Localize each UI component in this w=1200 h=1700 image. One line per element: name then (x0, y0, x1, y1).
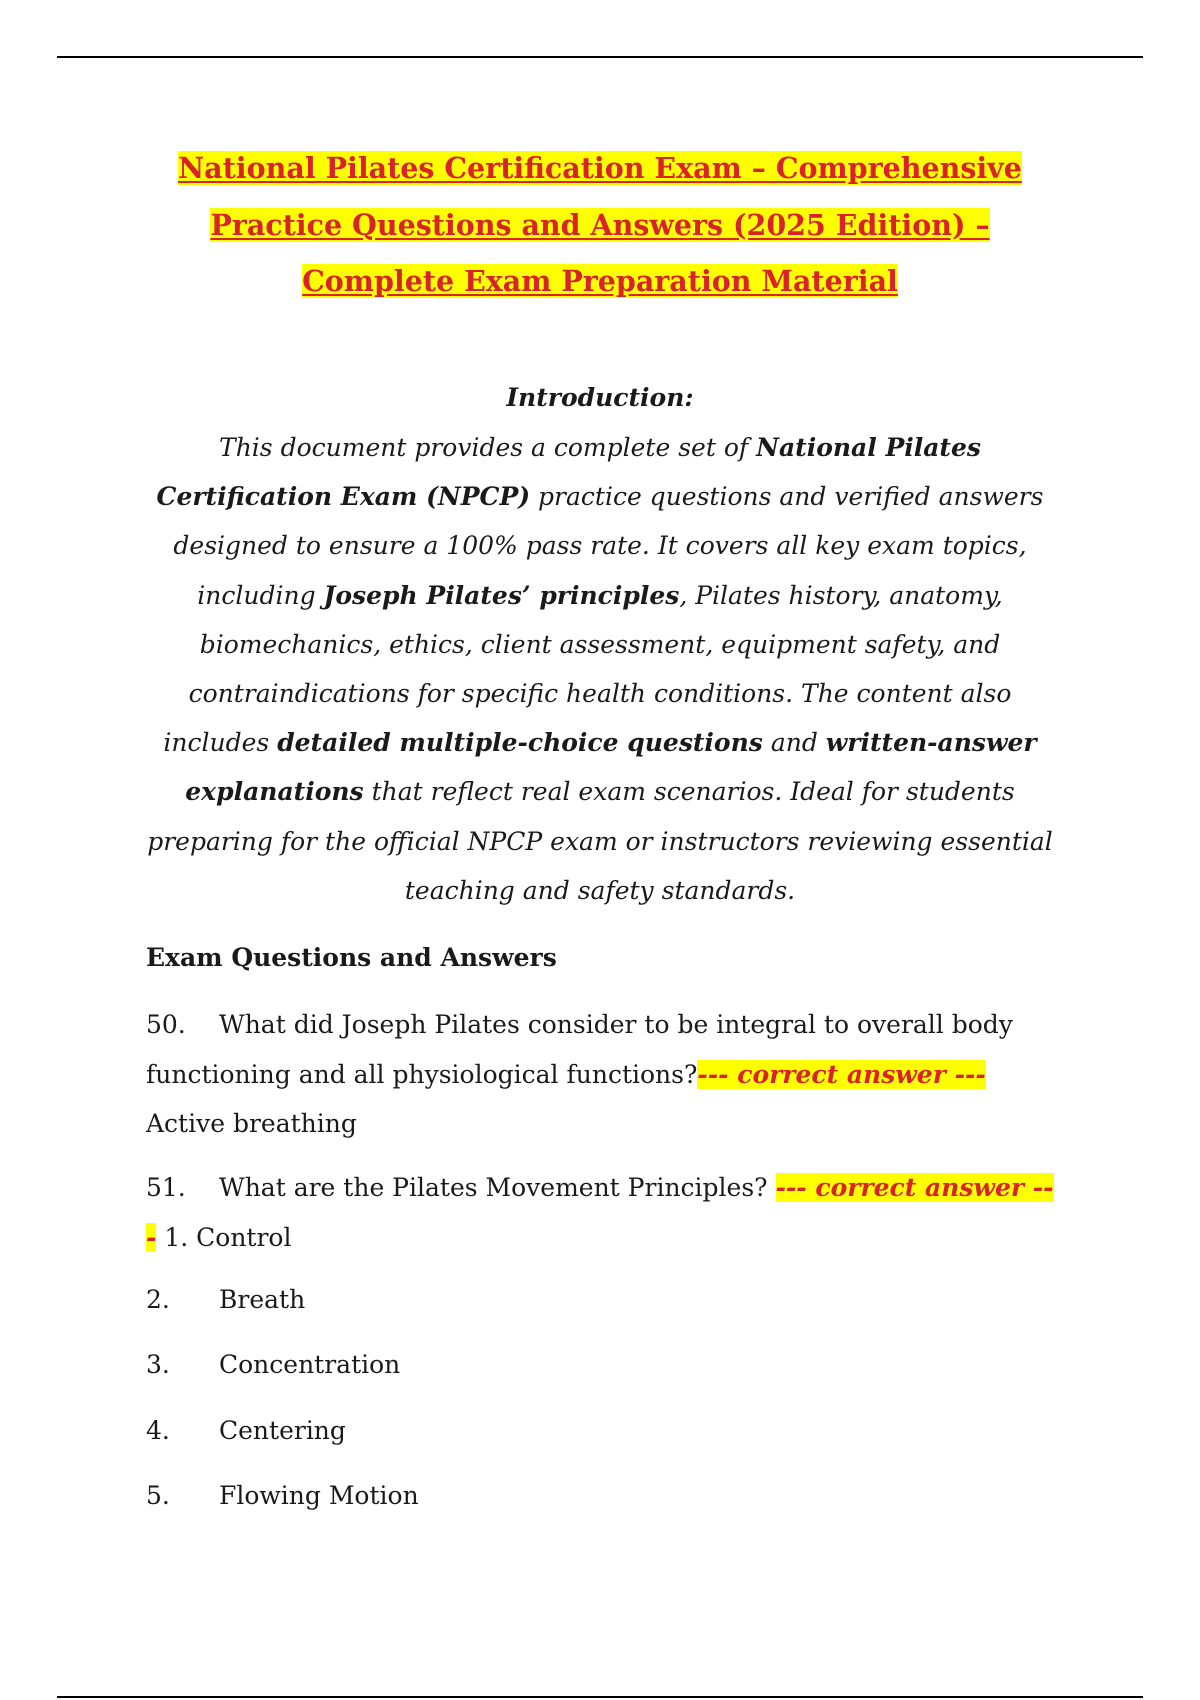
list-number: 4. (146, 1416, 170, 1445)
question-number: 50. (146, 1010, 186, 1039)
intro-bold-2: Joseph Pilates’ principles (323, 580, 680, 610)
list-number: 3. (146, 1350, 170, 1379)
list-item (146, 1476, 419, 1516)
intro-bold-1: National Pilates Certification Exam (NPCP) (156, 433, 981, 512)
question-51 (146, 1163, 1061, 1262)
section-heading: Exam Questions and Answers (146, 943, 557, 972)
answer-text: Active breathing (146, 1109, 357, 1138)
intro-bold-3: detailed multiple-choice questions (277, 728, 763, 758)
question-text: What did Joseph Pilates consider to be integral to overall body functioning and all physiological functions? (146, 1010, 1013, 1089)
title-line-1: National Pilates Certification Exam – Comprehensive (178, 151, 1022, 185)
list-number: 5. (146, 1481, 170, 1510)
answer-text: 1. Control (164, 1222, 292, 1252)
intro-paragraph (140, 423, 1060, 915)
question-text: What are the Pilates Movement Principles? (219, 1173, 768, 1202)
list-item (146, 1411, 346, 1451)
list-item (146, 1345, 400, 1385)
question-50 (146, 1000, 1061, 1149)
bottom-rule (57, 1696, 1143, 1698)
list-item (146, 1280, 305, 1320)
intro-bold-4: written-answer explanations (185, 728, 1037, 807)
title-line-2: Practice Questions and Answers (2025 Edition) – (210, 207, 990, 242)
list-number: 2. (146, 1285, 170, 1314)
intro-heading: Introduction: (506, 383, 694, 412)
correct-answer-tag: --- correct answer --- (697, 1059, 986, 1089)
intro-text-2: practice questions and verified answers designed to ensure a 100% pass rate. It covers all key exam topics, including (173, 482, 1044, 610)
intro-text-3: , Pilates history, anatomy, biomechanics, ethics, client assessment, equipment safety, and contraindications for specific health conditions. The content also includes (163, 580, 1012, 758)
document-title (100, 140, 1100, 310)
list-text: Breath (219, 1285, 306, 1314)
top-rule (57, 56, 1143, 58)
intro-text-1: This document provides a complete set of (219, 433, 757, 462)
correct-answer-tag: --- correct answer --- (146, 1173, 1054, 1252)
intro-text-4: and (762, 728, 826, 758)
title-line-3: Complete Exam Preparation Material (302, 264, 898, 298)
list-text: Flowing Motion (219, 1481, 419, 1510)
list-text: Concentration (219, 1350, 401, 1379)
list-text: Centering (219, 1416, 346, 1445)
intro-text-5: that reflect real exam scenarios. Ideal for students preparing for the official NPCP exam or instructors reviewing essential teaching and safety standards. (147, 777, 1053, 905)
question-number: 51. (146, 1173, 186, 1202)
